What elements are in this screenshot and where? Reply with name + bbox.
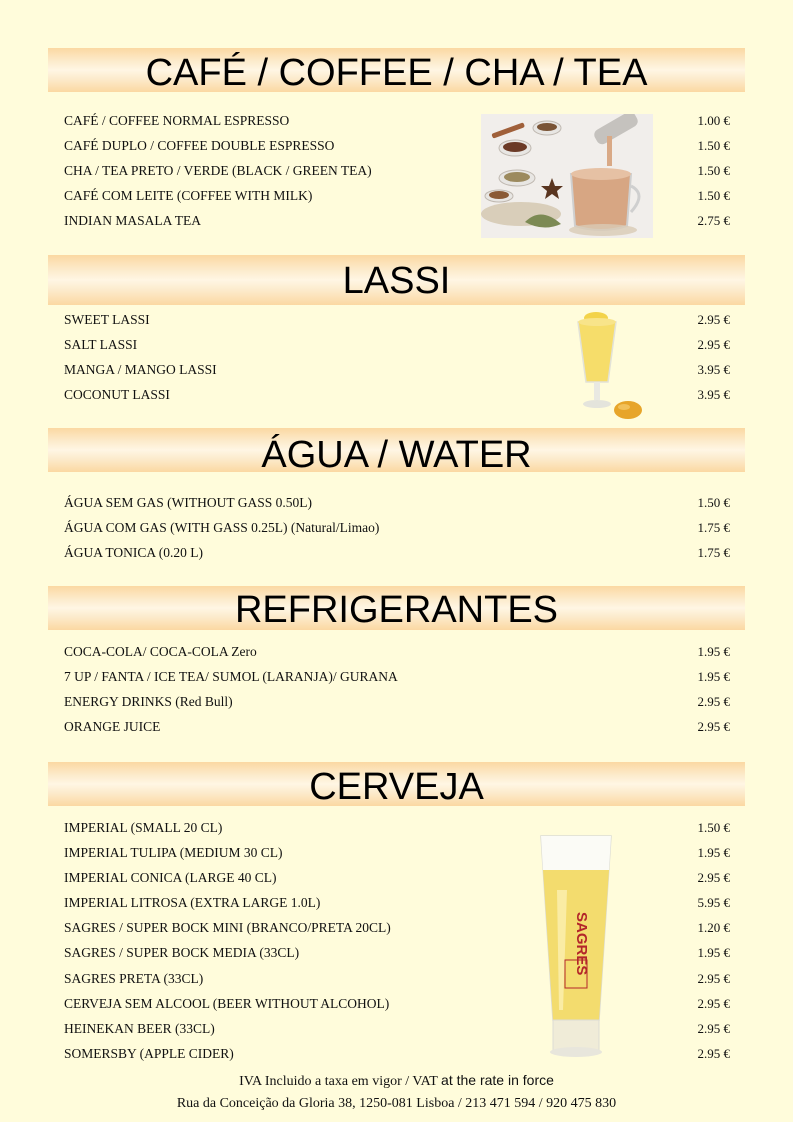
beer-brand-label: SAGRES bbox=[573, 912, 590, 976]
item-price: 1.20 € bbox=[697, 920, 730, 936]
section-header-water bbox=[48, 428, 745, 476]
section-title: CERVEJA bbox=[309, 766, 484, 808]
item-name: MANGA / MANGO LASSI bbox=[64, 362, 217, 378]
item-name: CAFÉ / COFFEE NORMAL ESPRESSO bbox=[64, 113, 290, 128]
menu-item bbox=[64, 966, 732, 991]
section-header-soft-drinks bbox=[48, 586, 745, 630]
item-price: 2.95 € bbox=[697, 1045, 730, 1061]
item-name: ENERGY DRINKS (Red Bull) bbox=[64, 694, 233, 710]
menu-item bbox=[64, 865, 732, 890]
item-name: COCA-COLA/ COCA-COLA Zero bbox=[64, 644, 257, 659]
item-name: SAGRES / SUPER BOCK MINI (BRANCO/PRETA 20CL) bbox=[64, 920, 391, 936]
menu-list-beer bbox=[64, 815, 732, 1066]
menu-item bbox=[64, 540, 732, 565]
menu-item bbox=[64, 515, 732, 540]
menu-item bbox=[64, 940, 732, 965]
item-price: 1.50 € bbox=[697, 188, 730, 204]
menu-list-water bbox=[64, 490, 732, 565]
item-name: IMPERIAL LITROSA (EXTRA LARGE 1.0L) bbox=[64, 895, 321, 911]
item-name: COCONUT LASSI bbox=[64, 387, 170, 403]
item-price: 1.75 € bbox=[697, 520, 730, 536]
item-name: IMPERIAL (SMALL 20 CL) bbox=[64, 820, 223, 835]
section-title: CAFÉ / COFFEE / CHA / TEA bbox=[145, 52, 648, 94]
item-name: ÁGUA COM GAS (WITH GASS 0.25L) (Natural/Limao) bbox=[64, 520, 380, 536]
item-price: 1.00 € bbox=[697, 113, 730, 128]
menu-item bbox=[64, 689, 732, 714]
item-price: 1.50 € bbox=[697, 138, 730, 154]
section-header-beer bbox=[48, 762, 745, 806]
item-price: 1.95 € bbox=[697, 845, 730, 861]
item-price: 2.95 € bbox=[697, 337, 730, 353]
item-name: ÁGUA TONICA (0.20 L) bbox=[64, 545, 204, 561]
item-name: CERVEJA SEM ALCOOL (BEER WITHOUT ALCOHOL) bbox=[64, 995, 390, 1011]
menu-item bbox=[64, 915, 732, 940]
section-header-coffee-tea bbox=[48, 48, 745, 92]
section-title: ÁGUA / WATER bbox=[261, 434, 532, 476]
item-name: SOMERSBY (APPLE CIDER) bbox=[64, 1045, 234, 1061]
masala-tea-photo bbox=[481, 114, 653, 238]
menu-item bbox=[64, 1041, 732, 1066]
item-price: 2.95 € bbox=[697, 970, 730, 986]
item-price: 2.75 € bbox=[697, 213, 730, 229]
item-name: 7 UP / FANTA / ICE TEA/ SUMOL (LARANJA)/ GURANA bbox=[64, 669, 398, 685]
item-name: SWEET LASSI bbox=[64, 312, 150, 327]
item-price: 2.95 € bbox=[697, 1020, 730, 1036]
item-name: CHA / TEA PRETO / VERDE (BLACK / GREEN TEA) bbox=[64, 163, 372, 179]
item-price: 1.50 € bbox=[697, 820, 730, 835]
menu-item bbox=[64, 840, 732, 865]
item-price: 5.95 € bbox=[697, 895, 730, 911]
address-line: Rua da Conceição da Gloria 38, 1250-081 Lisboa / 213 471 594 / 920 475 830 bbox=[176, 1096, 617, 1111]
item-name: INDIAN MASALA TEA bbox=[64, 213, 201, 229]
item-name: SALT LASSI bbox=[64, 337, 138, 353]
sagres-beer-glass-photo bbox=[537, 830, 615, 1060]
menu-item bbox=[64, 890, 732, 915]
item-price: 2.95 € bbox=[697, 694, 730, 710]
menu-item bbox=[64, 714, 732, 739]
item-price: 2.95 € bbox=[697, 870, 730, 886]
item-price: 2.95 € bbox=[697, 995, 730, 1011]
item-price: 1.50 € bbox=[697, 495, 730, 510]
menu-list-soft-drinks bbox=[64, 639, 732, 739]
item-name: SAGRES PRETA (33CL) bbox=[64, 970, 204, 986]
menu-item bbox=[64, 639, 732, 664]
item-price: 3.95 € bbox=[697, 387, 730, 403]
item-name: ÁGUA SEM GAS (WITHOUT GASS 0.50L) bbox=[64, 495, 313, 510]
item-name: IMPERIAL TULIPA (MEDIUM 30 CL) bbox=[64, 845, 283, 861]
vat-note-sans: at the rate in force bbox=[441, 1072, 554, 1088]
item-price: 1.95 € bbox=[697, 669, 730, 685]
menu-item bbox=[64, 991, 732, 1016]
section-header-lassi bbox=[48, 255, 745, 305]
item-price: 1.75 € bbox=[697, 545, 730, 561]
section-title: REFRIGERANTES bbox=[234, 589, 559, 631]
menu-item bbox=[64, 1016, 732, 1041]
item-price: 3.95 € bbox=[697, 362, 730, 378]
item-name: SAGRES / SUPER BOCK MEDIA (33CL) bbox=[64, 945, 300, 961]
vat-note bbox=[0, 1072, 793, 1090]
item-name: CAFÉ COM LEITE (COFFEE WITH MILK) bbox=[64, 188, 313, 204]
item-name: HEINEKAN BEER (33CL) bbox=[64, 1020, 215, 1036]
vat-note-serif: IVA Incluido a taxa em vigor / VAT bbox=[239, 1074, 438, 1089]
menu-item bbox=[64, 664, 732, 689]
item-price: 1.95 € bbox=[697, 644, 730, 659]
item-name: ORANGE JUICE bbox=[64, 719, 161, 735]
item-price: 2.95 € bbox=[697, 312, 730, 327]
mango-lassi-photo bbox=[574, 312, 646, 422]
section-title: LASSI bbox=[342, 260, 451, 302]
item-name: CAFÉ DUPLO / COFFEE DOUBLE ESPRESSO bbox=[64, 138, 335, 154]
menu-item bbox=[64, 815, 732, 840]
item-price: 1.95 € bbox=[697, 945, 730, 961]
item-price: 1.50 € bbox=[697, 163, 730, 179]
item-price: 2.95 € bbox=[697, 719, 730, 735]
item-name: IMPERIAL CONICA (LARGE 40 CL) bbox=[64, 870, 277, 886]
menu-item bbox=[64, 490, 732, 515]
